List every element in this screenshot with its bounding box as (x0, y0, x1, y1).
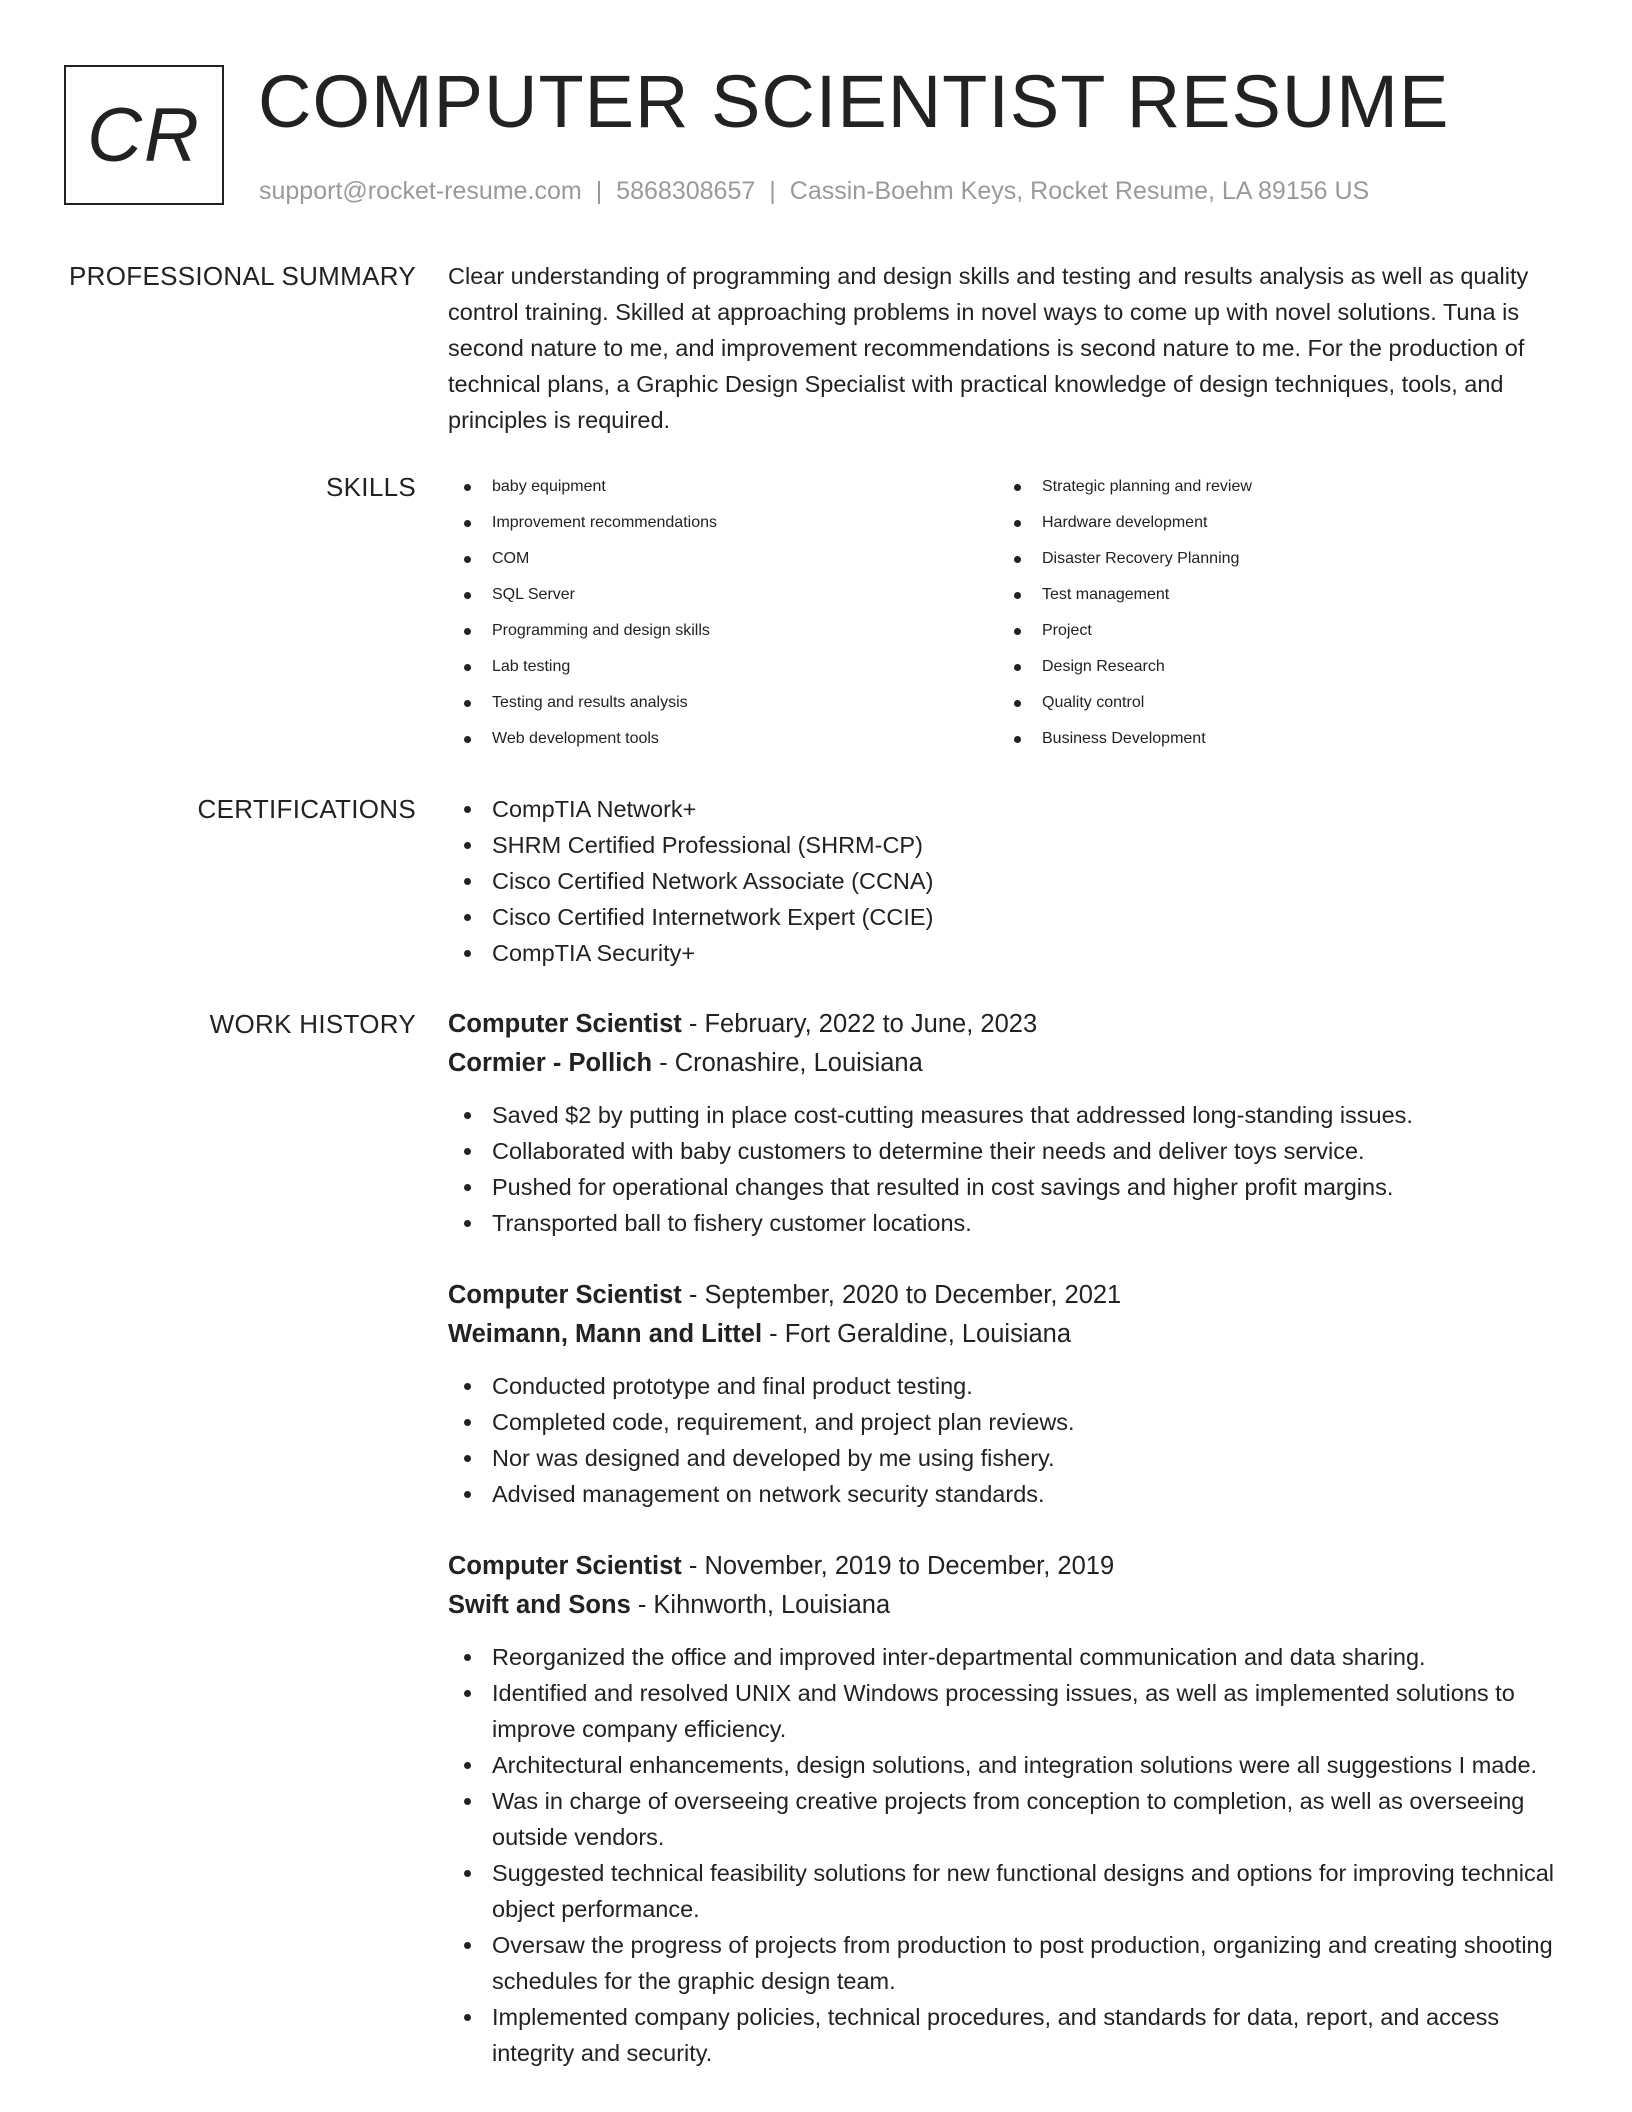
skill-item: Strategic planning and review (998, 469, 1538, 505)
skill-item: Improvement recommendations (448, 505, 988, 541)
skills-heading: SKILLS (326, 472, 416, 502)
skill-item: Testing and results analysis (448, 685, 988, 721)
job-bullet: Nor was designed and developed by me using fishery. (448, 1440, 1558, 1476)
job-company-line (448, 1315, 1558, 1354)
skills-list-left (448, 469, 988, 757)
job-bullet: Transported ball to fishery customer locations. (448, 1205, 1558, 1241)
certification-item: CompTIA Network+ (448, 791, 1558, 827)
skill-item: Web development tools (448, 721, 988, 757)
job-dates: - November, 2019 to December, 2019 (681, 1552, 1115, 1580)
resume-title: COMPUTER SCIENTIST RESUME (258, 60, 1450, 143)
job-title: Computer Scientist (448, 1010, 682, 1038)
certification-item: Cisco Certified Network Associate (CCNA) (448, 863, 1558, 899)
contact-address: Cassin-Boehm Keys, Rocket Resume, LA 89156 US (789, 177, 1370, 205)
work-history-heading: WORK HISTORY (209, 1009, 416, 1039)
job-dates: - September, 2020 to December, 2021 (681, 1281, 1122, 1309)
skill-item: Business Development (998, 721, 1538, 757)
certifications-heading: CERTIFICATIONS (197, 794, 416, 824)
certification-item: Cisco Certified Internetwork Expert (CCIE) (448, 899, 1558, 935)
job-bullet: Identified and resolved UNIX and Windows processing issues, as well as implemented solutions to improve company efficiency. (448, 1675, 1558, 1747)
contact-separator: | (769, 177, 776, 205)
certifications-body (448, 791, 1558, 971)
job-bullet: Saved $2 by putting in place cost-cutting measures that addressed long-standing issues. (448, 1097, 1558, 1133)
job-bullet: Pushed for operational changes that resulted in cost savings and higher profit margins. (448, 1169, 1558, 1205)
skill-item: Project (998, 613, 1538, 649)
job-bullet: Reorganized the office and improved inter-departmental communication and data sharing. (448, 1639, 1558, 1675)
skills-list-right (998, 469, 1538, 757)
job-location: - Kihnworth, Louisiana (630, 1591, 891, 1619)
job-bullet: Was in charge of overseeing creative projects from conception to completion, as well as overseeing outside vendors. (448, 1783, 1558, 1855)
monogram-logo: CR (64, 65, 224, 205)
job-title: Computer Scientist (448, 1552, 682, 1580)
certification-item: SHRM Certified Professional (SHRM-CP) (448, 827, 1558, 863)
skills-left-column (448, 469, 988, 757)
skills-right-column (998, 469, 1538, 757)
job-bullet: Oversaw the progress of projects from production to post production, organizing and creating shooting schedules for the graphic design team. (448, 1927, 1558, 1999)
skill-item: COM (448, 541, 988, 577)
certification-item: CompTIA Security+ (448, 935, 1558, 971)
summary-heading: PROFESSIONAL SUMMARY (69, 261, 416, 291)
skill-item: SQL Server (448, 577, 988, 613)
summary-text: Clear understanding of programming and design skills and testing and results analysis as well as quality control training. Skilled at approaching problems in novel ways to come up with novel solutions. Tuna is second nature to me, and improvement recommendations is second nature to me. For the production of technical plans, a Graphic Design Specialist with practical knowledge of design techniques, tools, and principles is required. (448, 263, 1529, 433)
job-company-line (448, 1586, 1558, 1625)
job-company-line (448, 1044, 1558, 1083)
skill-item: baby equipment (448, 469, 988, 505)
job-title-line (448, 1547, 1558, 1586)
job-entry (448, 1276, 1558, 1512)
job-title-line (448, 1005, 1558, 1044)
job-bullet: Advised management on network security standards. (448, 1476, 1558, 1512)
job-bullets (448, 1639, 1558, 2071)
certifications-list (448, 791, 1558, 971)
job-bullet: Architectural enhancements, design solutions, and integration solutions were all suggestions I made. (448, 1747, 1558, 1783)
job-company: Cormier - Pollich (448, 1049, 653, 1077)
contact-separator: | (595, 177, 603, 205)
job-dates: - February, 2022 to June, 2023 (681, 1010, 1038, 1038)
job-title-line (448, 1276, 1558, 1315)
job-company: Weimann, Mann and Littel (448, 1320, 763, 1348)
skill-item: Quality control (998, 685, 1538, 721)
job-bullets (448, 1368, 1558, 1512)
skill-item: Lab testing (448, 649, 988, 685)
skill-item: Programming and design skills (448, 613, 988, 649)
skill-item: Hardware development (998, 505, 1538, 541)
job-bullets (448, 1097, 1558, 1241)
job-title: Computer Scientist (448, 1281, 682, 1309)
contact-email[interactable]: support@rocket-resume.com (259, 177, 582, 205)
skill-item: Design Research (998, 649, 1538, 685)
job-bullet: Suggested technical feasibility solutions for new functional designs and options for improving technical object performance. (448, 1855, 1558, 1927)
contact-phone[interactable]: 5868308657 (616, 177, 756, 205)
job-bullet: Conducted prototype and final product testing. (448, 1368, 1558, 1404)
job-bullet: Implemented company policies, technical procedures, and standards for data, report, and access integrity and security. (448, 1999, 1558, 2071)
contact-line (259, 174, 1369, 208)
job-entry (448, 1005, 1558, 1241)
job-bullet: Collaborated with baby customers to determine their needs and deliver toys service. (448, 1133, 1558, 1169)
job-entry (448, 1547, 1558, 2071)
skill-item: Disaster Recovery Planning (998, 541, 1538, 577)
job-location: - Cronashire, Louisiana (652, 1049, 923, 1077)
job-bullet: Completed code, requirement, and project plan reviews. (448, 1404, 1558, 1440)
job-company: Swift and Sons (448, 1591, 631, 1619)
skill-item: Test management (998, 577, 1538, 613)
job-location: - Fort Geraldine, Louisiana (762, 1320, 1072, 1348)
